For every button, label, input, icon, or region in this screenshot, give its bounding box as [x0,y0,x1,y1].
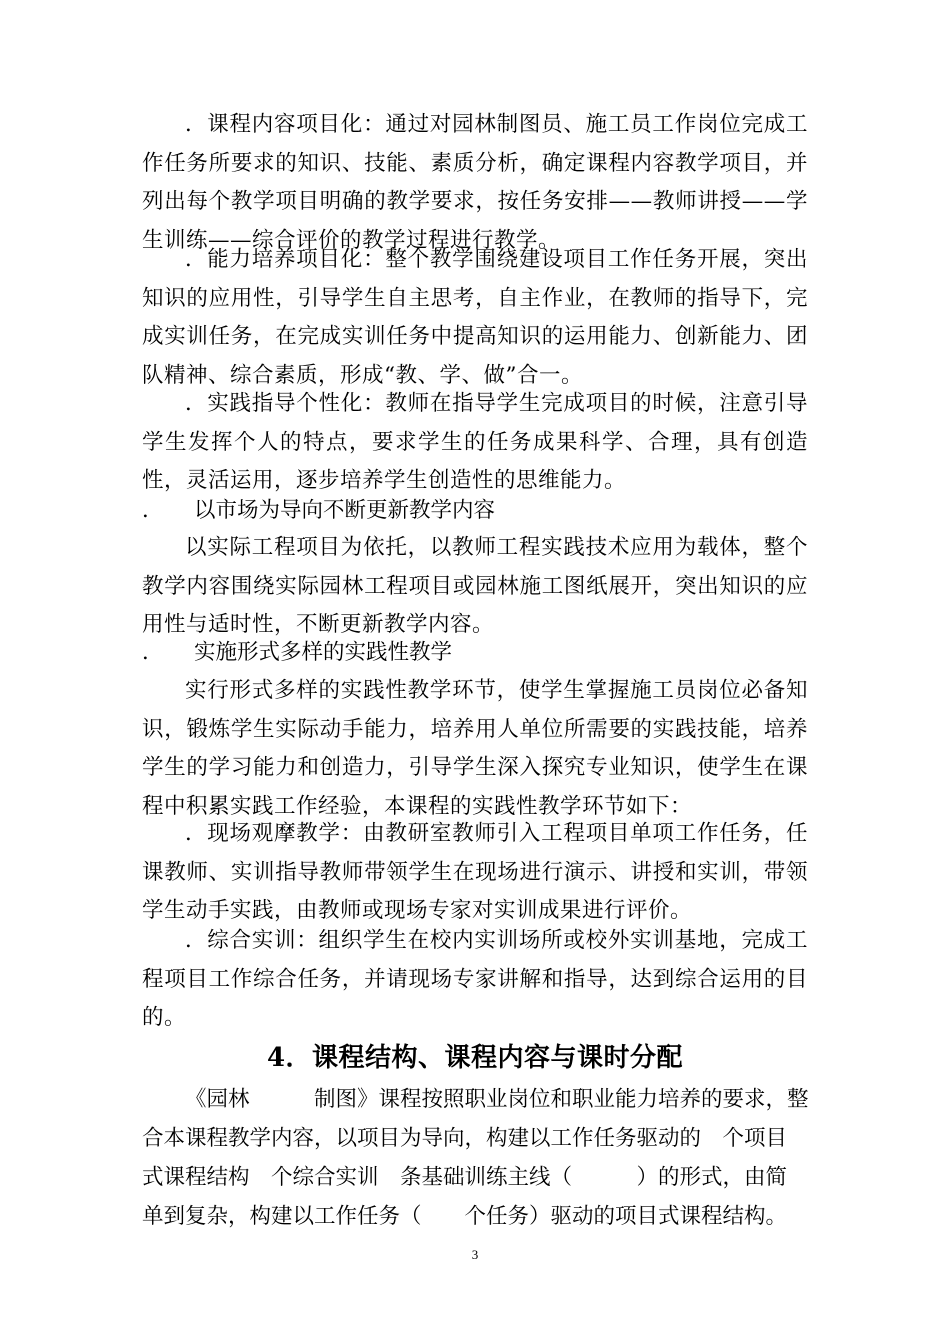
subheading-practical-teaching [142,634,452,673]
section-heading [0,1038,950,1078]
paragraph-site-observation: ．现场观摩教学：由教研室教师引入工程项目单项工作任务，任课教师、实训指导教师带领学生在现场进行演示、讲授和实训，带领学生动手实践，由教师或现场专家对实训成果进行评价。 [142,821,808,924]
subheading-market-oriented [142,492,495,531]
paragraph-project-based: 以实际工程项目为依托，以教师工程实践技术应用为载体，整个教学内容围绕实际园林工程项目或园林施工图纸展开，突出知识的应用性与适时性，不断更新教学内容。 [142,535,808,638]
paragraph-practical-steps: 实行形式多样的实践性教学环节，使学生掌握施工员岗位必备知识，锻炼学生实际动手能力，培养用人单位所需要的实践技能，培养学生的学习能力和创造力，引导学生深入探究专业知识，使学生在课程中积累实践工作经验，本课程的实践性教学环节如下： [142,678,808,819]
subheading-mark: ． [142,498,164,523]
subheading-text: 以市场为导向不断更新教学内容 [194,498,496,523]
final-paragraph-line-2: 合本课程教学内容，以项目为导向，构建以工作任务驱动的 个项目 [142,1126,788,1151]
paragraph-comprehensive-training: ．综合实训：组织学生在校内实训场所或校外实训基地，完成工程项目工作综合任务，并请现场专家讲解和指导，达到综合运用的目的。 [142,928,808,1031]
paragraph-ability-training: ．能力培养项目化：整个教学围绕建设项目工作任务开展，突出知识的应用性，引导学生自主思考，自主作业，在教师的指导下，完成实训任务，在完成实训任务中提高知识的运用能力、创新能力、团队精神、综合素质，形成“教、学、做”合一。 [142,247,808,388]
paragraph-practice-guidance: ．实践指导个性化：教师在指导学生完成项目的时候，注意引导学生发挥个人的特点，要求学生的任务成果科学、合理，具有创造性，灵活运用，逐步培养学生创造性的思维能力。 [142,391,808,494]
final-paragraph-line-1: 《园林 制图》课程按照职业岗位和职业能力培养的要求，整 [185,1087,809,1112]
section-title: 课程结构、课程内容与课时分配 [312,1043,684,1073]
paragraph-course-content: ．课程内容项目化：通过对园林制图员、施工员工作岗位完成工作任务所要求的知识、技能、素质分析，确定课程内容教学项目，并列出每个教学项目明确的教学要求，按任务安排——教师讲授——学生训练——综合评价的教学过程进行教学。 [142,112,808,253]
subheading-text: 实施形式多样的实践性教学 [194,640,453,665]
section-number: 4． [266,1043,313,1073]
subheading-mark: ． [142,640,164,665]
final-paragraph-line-4: 单到复杂，构建以工作任务（ 个任务）驱动的项目式课程结构。 [142,1204,788,1229]
final-paragraph-line-3: 式课程结构 个综合实训 条基础训练主线（ ）的形式，由简 [142,1165,788,1190]
page-number: 3 [471,1247,479,1262]
